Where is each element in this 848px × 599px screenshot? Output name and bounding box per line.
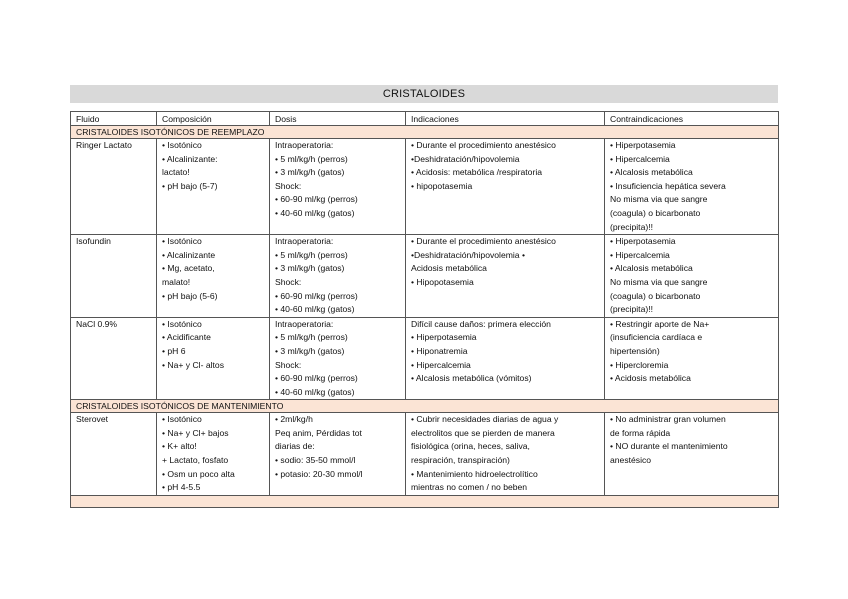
cell-line: • Restringir aporte de Na+ <box>610 318 710 329</box>
cell-line: • Alcalosis metabólica (vómitos) <box>411 373 532 384</box>
cell-line: (coagula) o bicarbonato <box>610 207 701 218</box>
cell-line: fisiológica (orina, heces, saliva, <box>411 441 530 452</box>
cell-line: (precipita)!! <box>610 304 653 315</box>
cell-line: Acidosis metabólica <box>411 263 487 274</box>
cell-line: • 2ml/kg/h <box>275 414 313 425</box>
cell-line: • Na+ y Cl+ bajos <box>162 427 229 438</box>
cell-line: • pH 4-5.5 <box>162 482 201 493</box>
cell-line: • 40-60 ml/kg (gatos) <box>275 386 355 397</box>
cell-line: • Alcalinizante <box>162 249 216 260</box>
composicion-cell <box>157 413 270 496</box>
header-row <box>71 112 779 126</box>
cell-line: • 3 ml/kg/h (gatos) <box>275 263 345 274</box>
cell-line: • Hipercalcemia <box>610 249 670 260</box>
cell-line: • 5 ml/kg/h (perros) <box>275 249 348 260</box>
cell-line: (coagula) o bicarbonato <box>610 290 701 301</box>
cell-line: • Cubrir necesidades diarias de agua y <box>411 414 559 425</box>
cell-line: + Lactato, fosfato <box>162 455 229 466</box>
cell-line: • Hipercalcemia <box>610 153 670 164</box>
cell-line: • 3 ml/kg/h (gatos) <box>275 167 345 178</box>
table-row <box>71 139 779 235</box>
cell-line: • Alcalosis metabólica <box>610 263 693 274</box>
cell-line: diarias de: <box>275 441 315 452</box>
cell-line: • 3 ml/kg/h (gatos) <box>275 345 345 356</box>
table-row <box>71 235 779 318</box>
contraindicaciones-cell <box>605 317 779 400</box>
fluid-name-cell: Isofundin <box>71 235 157 318</box>
indicaciones-cell <box>406 413 605 496</box>
cell-line: • Durante el procedimiento anestésico <box>411 140 556 150</box>
cell-line: malato! <box>162 276 191 287</box>
cell-line: de forma rápida <box>610 427 671 438</box>
cell-line: • K+ alto! <box>162 441 197 452</box>
cell-line: • Isotónico <box>162 236 202 247</box>
cell-line: • pH bajo (5-7) <box>162 180 218 191</box>
section-row-mantenimiento <box>71 400 779 413</box>
cell-line: • 5 ml/kg/h (perros) <box>275 153 348 164</box>
cell-line: No misma via que sangre <box>610 194 708 205</box>
cell-line: • Hiperpotasemia <box>610 140 676 150</box>
cell-line: mientras no comen / no beben <box>411 482 528 493</box>
cell-line: lactato! <box>162 167 190 178</box>
cell-line: • Isotónico <box>162 318 202 329</box>
cell-line: • 60-90 ml/kg (perros) <box>275 194 358 205</box>
cell-line: • Isotónico <box>162 140 202 150</box>
cell-line: • Isotónico <box>162 414 202 425</box>
fluid-name-cell: Sterovet <box>71 413 157 496</box>
section-label: CRISTALOIDES ISOTÓNICOS DE MANTENIMIENTO <box>71 400 779 413</box>
fluid-name-cell: Ringer Lactato <box>71 139 157 235</box>
footer-cell <box>71 495 779 507</box>
cell-line: • Mantenimiento hidroelectrolítico <box>411 468 538 479</box>
cell-line: • potasio: 20-30 mmol/l <box>275 468 363 479</box>
cell-line: Intraoperatoria: <box>275 140 334 150</box>
cell-line: • Hiperpotasemia <box>411 332 477 343</box>
cell-line: • 5 ml/kg/h (perros) <box>275 332 348 343</box>
cell-line: • Hipercalcemia <box>411 359 471 370</box>
header-fluido: Fluido <box>71 112 157 126</box>
cell-line: • sodio: 35-50 mmol/l <box>275 455 356 466</box>
cell-line: • 40-60 ml/kg (gatos) <box>275 207 355 218</box>
table-row <box>71 413 779 496</box>
header-composicion: Composición <box>157 112 270 126</box>
fluid-name-cell: NaCl 0.9% <box>71 317 157 400</box>
dosis-cell <box>270 413 406 496</box>
section-label: CRISTALOIDES ISOTÓNICOS DE REEMPLAZO <box>71 126 779 139</box>
cell-line: Peq anim, Pérdidas tot <box>275 427 362 438</box>
composicion-cell <box>157 235 270 318</box>
cell-line: Shock: <box>275 276 302 287</box>
cell-line: •Deshidratación/hipovolemia <box>411 153 520 164</box>
cell-line: hipertensión) <box>610 345 660 356</box>
cell-line: • 60-90 ml/kg (perros) <box>275 290 358 301</box>
indicaciones-cell <box>406 235 605 318</box>
cell-line: • Acidificante <box>162 332 211 343</box>
cell-line: • Alcalinizante: <box>162 153 218 164</box>
cell-line: • Hipercloremia <box>610 359 669 370</box>
indicaciones-cell <box>406 317 605 400</box>
cell-line: • Osm un poco alta <box>162 468 235 479</box>
cell-line: • hipopotasemia <box>411 180 473 191</box>
dosis-cell <box>270 235 406 318</box>
cell-line: • 40-60 ml/kg (gatos) <box>275 304 355 315</box>
composicion-cell <box>157 139 270 235</box>
cell-line: (insuficiencia cardíaca e <box>610 332 703 343</box>
header-contraindicaciones: Contraindicaciones <box>605 112 779 126</box>
composicion-cell <box>157 317 270 400</box>
contraindicaciones-cell <box>605 139 779 235</box>
cell-line: • Mg, acetato, <box>162 263 215 274</box>
cell-line: • Na+ y Cl- altos <box>162 359 224 370</box>
cell-line: Intraoperatoria: <box>275 318 334 329</box>
cell-line: • Hipopotasemia <box>411 276 474 287</box>
cell-line: • No administrar gran volumen <box>610 414 726 425</box>
footer-row <box>71 495 779 507</box>
cell-line: Shock: <box>275 359 302 370</box>
cell-line: anestésico <box>610 455 652 466</box>
cell-line: (precipita)!! <box>610 221 653 232</box>
cell-line: • Hiperpotasemia <box>610 236 676 247</box>
header-dosis: Dosis <box>270 112 406 126</box>
section-row-reemplazo <box>71 126 779 139</box>
cell-line: No misma via que sangre <box>610 276 708 287</box>
cell-line: • Insuficiencia hepática severa <box>610 180 726 191</box>
cell-line: respiración, transpiración) <box>411 455 510 466</box>
indicaciones-cell <box>406 139 605 235</box>
cell-line: • Alcalosis metabólica <box>610 167 693 178</box>
table-row <box>71 317 779 400</box>
cell-line: • 60-90 ml/kg (perros) <box>275 373 358 384</box>
table-title: CRISTALOIDES <box>70 85 778 103</box>
cell-line: • pH bajo (5-6) <box>162 290 218 301</box>
contraindicaciones-cell <box>605 413 779 496</box>
header-indicaciones: Indicaciones <box>406 112 605 126</box>
cell-line: • Hiponatremia <box>411 345 468 356</box>
cristaloides-table <box>70 111 779 508</box>
cell-line: • Durante el procedimiento anestésico <box>411 236 556 247</box>
cell-line: Difícil cause daños: primera elección <box>411 318 551 329</box>
cell-line: electrolitos que se pierden de manera <box>411 427 555 438</box>
cell-line: • pH 6 <box>162 345 186 356</box>
cell-line: • NO durante el mantenimiento <box>610 441 728 452</box>
cell-line: •Deshidratación/hipovolemia • <box>411 249 525 260</box>
cell-line: • Acidosis metabólica <box>610 373 691 384</box>
contraindicaciones-cell <box>605 235 779 318</box>
cell-line: • Acidosis: metabólica /respiratoria <box>411 167 543 178</box>
dosis-cell <box>270 317 406 400</box>
dosis-cell <box>270 139 406 235</box>
cell-line: Intraoperatoria: <box>275 236 334 247</box>
cell-line: Shock: <box>275 180 302 191</box>
